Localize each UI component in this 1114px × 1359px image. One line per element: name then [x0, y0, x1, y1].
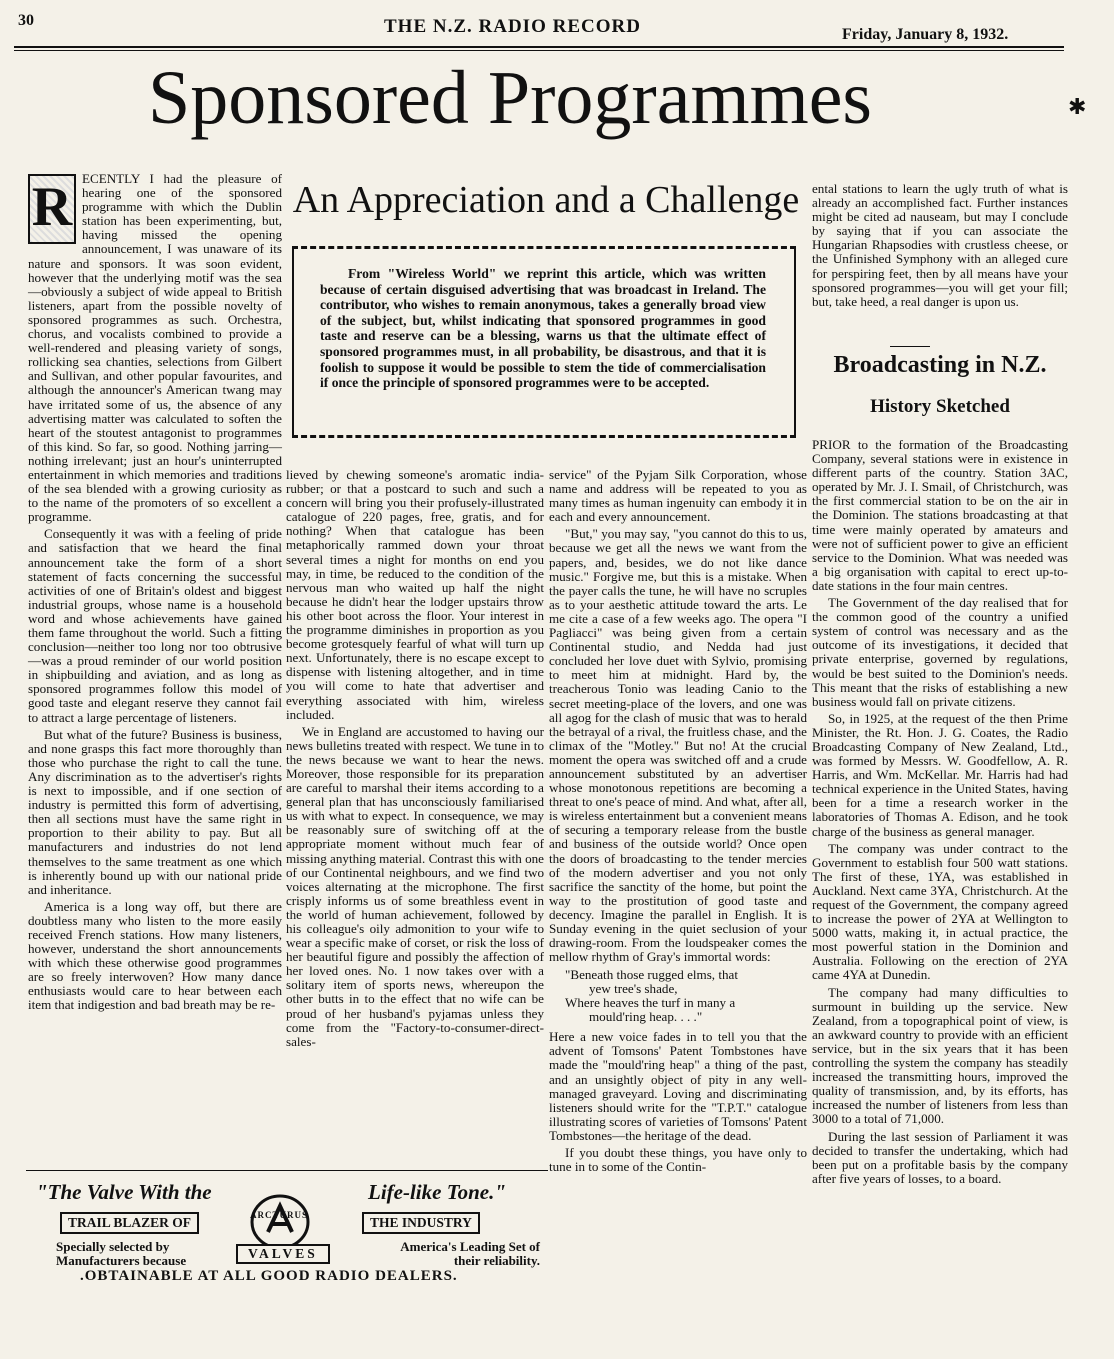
paragraph: During the last session of Parliament it was decided to transfer the undertaking, which had been put on a profitable basis by the company after five years of losses, to a board.: [812, 1128, 1068, 1186]
paragraph: ental stations to learn the ugly truth of what is already an accomplished fact. Further instances might be cited ad nauseam, but may I conclude by saying that if you can associate the Hungarian Rhapsodies with crustless cheese, or the Unfinished Symphony with an alleged cure for perspiring feet, then by all means have your sponsored programmes—you will get your fill; but, take heed, a real danger is upon us.: [812, 181, 1068, 309]
paragraph: America is a long way off, but there are doubtless many who listen to the more easily received French stations. How many listeners, however, understand the short announcements with which these otherwise good programmes are so freely interwoven? How many dance enthusiasts would care to hear between each item that indigestion and bad breath may be re-: [28, 898, 282, 1013]
ink-blot-icon: ✱: [1068, 94, 1087, 119]
paragraph: We in England are accustomed to having our news bulletins treated with respect. We tune in to the news because we want to hear the news. Moreover, those responsible for its preparation are careful to marshal their items according to a general plan that has unconsciously familiarised us with what to expect. In consequence, we may be reasonably sure of switching off at the appropriate moment without much fear of missing anything material. Contrast this with one of our Continental neighbours, and we find two voices alternating at the microphone. The first crisply informs us of some breathless event in the world of human achievement, followed by his colleague's oily admonition to your wife to wear a specific make of corset, or risk the loss of her beautiful figure and possibly the affection of her loved ones. No. 1 now takes over with a solitary item of sports news, whereupon the other butts in to the effect that no wife can be proud of her husband's pyjamas unless they come from the "Factory-to-consumer-direct-sales-: [286, 723, 544, 1049]
intro-text: From "Wireless World" we reprint this article, which was written because of certain disguised advertising that was broadcast in Ireland. The contributor, who wishes to remain anonymous, takes a generally broad view of the subject, but, whilst indicating that sponsored programmes in good taste and reserve can be a blessing, warns us that the ultimate effect of sponsored programmes must, in all probability, be disastrous, and that it is foolish to suppose it would be possible to stem the tide of commercialisation if once the principle of sponsored programmes were to be accepted.: [320, 266, 766, 391]
ad-top-rule: [26, 1170, 548, 1171]
article-column-1: [28, 172, 282, 1016]
poem-line: yew tree's shade,: [589, 981, 678, 997]
article-title: Sponsored Programmes: [147, 56, 873, 140]
ad-footer: .OBTAINABLE AT ALL GOOD RADIO DEALERS.: [80, 1268, 458, 1284]
paragraph: But what of the future? Business is business, and none grasps this fact more thoroughly than those who purchase the right to call the tune. Any discrimination as to the advertiser's rights is next to impossible, and if one section of industry is permitted this form of advertising, then all sections must have the same right in proportion to their ability to pay. But all manufacturers and industries do not lend themselves to the same treatment as one which is inherently bound up with our national pride and inheritance.: [28, 726, 282, 897]
paragraph: lieved by chewing someone's aromatic india-rubber; or that a postcard to such and such a concern will bring you their profusely-illustrated catalogue of 220 pages, free, gratis, and for nothing? When that catalogue has been metaphorically rammed down your throat several times a night for months on end you may, in time, be reduced to the condition of the nervous man who waited up half the night because he didn't hear the lodger upstairs throw his other boot across the floor. Your interest in the programme diminishes in proportion as you become grotesquely fearful of what will turn up next. Unfortunately, there is no escape except to dispense with listening altogether, and in time you will come to hate that advertiser and everything associated with him, wireless included.: [286, 467, 544, 722]
article-column-2: [286, 468, 544, 1052]
header-rule: [14, 46, 1064, 48]
poem-line: "Beneath those rugged elms, that: [565, 967, 738, 983]
ad-banner-right: THE INDUSTRY: [362, 1212, 480, 1234]
poem-quote: [565, 968, 807, 1024]
paragraph: The Government of the day realised that for the common good of the country a unified system of control was necessary and as the outcome of its investigations, it decided that private enterprise, governed by regulations, would be best suited to the Dominion's needs. This meant that the risks of establishing a new business would fall on private citizens.: [812, 595, 1068, 709]
paragraph: Consequently it was with a feeling of pride and satisfaction that we heard the final announcement take the form of a short statement of facts concerning the successful activities of one of Britain's oldest and biggest industrial groups, whose name is a household word and whose achievements have gained them fame throughout the world. Such a fitting conclusion—neither too long nor too obtrusive—was a proud reminder of our world position in shipbuilding and aviation, and as long as sponsored programmes follow this model of good taste and elegant reserve they cannot fail to attract a large percentage of listeners.: [28, 526, 282, 725]
dropcap-letter: R: [28, 174, 76, 244]
ad-right-text: America's Leading Set of their reliability.: [400, 1239, 540, 1268]
header-rule-thin: [14, 50, 1064, 51]
ad-left-text: Specially selected by Manufacturers because: [56, 1239, 187, 1268]
article-subtitle: An Appreciation and a Challenge: [292, 179, 800, 221]
logo-top-text: ARCTURUS: [250, 1210, 309, 1220]
paragraph: service" of the Pyjam Silk Corporation, whose name and address will be repeated to you as many times as human ingenuity can embody it in each and every announcement.: [549, 467, 807, 525]
paragraph: ECENTLY I had the pleasure of hearing one of the sponsored programme with which the Dublin station has been experimenting, but, having missed the opening announcement, I was unaware of its nature and sponsors. It was soon evident, however that the underlying motif was the sea—obviously a subject of wide appeal to British listeners, apart from the possible novelty of sponsored programmes as such. Orchestra, chorus, and vocalists combined to provide a well-rendered and pleasing variety of songs, rollicking sea chanties, selections from Gilbert and Sullivan, and other popular favourites, and although the announcer's American twang may have irritated some of us, the absence of any advertising matter was calculated to soften the heart of the stoutest antagonist to programmes of this kind. So far, so good. Nothing jarring—nothing irrelevant; just an hour's uninterrupted entertainment in which memories and traditions of the sea blended with a growing curiosity as to the name of the promoters of so excellent a programme.: [28, 171, 282, 525]
page-number: 30: [18, 12, 34, 29]
ad-slogan-right: Life-like Tone.": [368, 1180, 507, 1204]
poem-line: Where heaves the turf in many a: [565, 995, 736, 1011]
paragraph: The company was under contract to the Government to establish four 500 watt stations. The first of these, 1YA, was established in Auckland. Next came 3YA, Christchurch. At the request of the Government, the company agreed to increase the power of 2YA at Wellington to 5000 watts, making it, in actual practice, the most powerful station in the Dominion and Australia. Following on the erection of 2YA came 4YA at Dunedin.: [812, 840, 1068, 983]
paragraph: The company had many difficulties to surmount in building up the service. New Zealand, from a topographical point of view, is an awkward country to provide with an efficient service, but in the six years that it has been controlling the system the company has steadily increased the transmitting hours, improved the quality of transmission, and, by its efforts, has increased the number of listeners from less than 3000 to a total of 71,000.: [812, 984, 1068, 1127]
history-title: Broadcasting in N.Z.: [833, 352, 1047, 378]
history-subtitle: History Sketched: [870, 396, 1010, 417]
paragraph: So, in 1925, at the request of the then Prime Minister, the Rt. Hon. J. G. Coates, the Radio Broadcasting Company of New Zealand, Ltd., was formed by Messrs. W. Goodfellow, A. R. Harris, and Wm. McKellar. Mr. Harris had had technical experience in the United States, having been for a time a research worker in the laboratories of Thomas A. Edison, and he took charge of the business as general manager.: [812, 710, 1068, 839]
poem-line: mould'ring heap. . . .": [589, 1009, 703, 1025]
paragraph: "But," you may say, "you cannot do this to us, because we get all the news we want from the papers, and, besides, we do not like dance music." Forgive me, but this is a mistake. When the payer calls the tune, he will have no scruples as to your aesthetic attitude toward the arts. Le me cite a case of a few weeks ago. The opera "I Pagliacci" was being given from a certain Continental studio, and Nedda had just concluded her love duet with Sylvio, promising to meet him at midnight. Hard by, the treacherous Tonio was leading Canio to the secret meeting-place of the lovers, and one was all agog for the clash of music that was to herald the betrayal of a rival, the fruitless chase, and the climax of the "Motley." But no! At the crucial moment the opera was switched off and a crude announcement substituted by an advertiser whose monotonous repetitions are becoming a threat to one's peace of mind. And what, after all, is wireless entertainment but a convenient means of securing a temporary release from the bustle and business of the outside world? Once open the doors of broadcasting to the tender mercies of the modern advertiser and you not only sacrifice the sanctity of the home, but point the way to the prostitution of good taste and decency. Imagine the parallel in English. It is Sunday evening in the quiet seclusion of your drawing-room. From the loudspeaker comes the mellow rhythm of Gray's immortal words:: [549, 526, 807, 965]
ad-slogan-left: "The Valve With the: [36, 1180, 212, 1204]
article-column-4: [812, 182, 1068, 312]
section-divider: [890, 346, 930, 347]
history-column: [812, 438, 1068, 1189]
logo-bottom-text: VALVES: [236, 1244, 330, 1264]
paragraph: Here a new voice fades in to tell you that the advent of Tomsons' Patent Tombstones have made the "mould'ring heap" a thing of the past, and an unsightly object of pity in any well-managed graveyard. Loving and discriminating listeners should write for the "T.P.T." catalogue illustrating scores of varieties of Tomsons' Patent Tombstones—the heritage of the dead.: [549, 1029, 807, 1143]
masthead: THE N.Z. RADIO RECORD: [384, 16, 641, 37]
paragraph: PRIOR to the formation of the Broadcasting Company, several stations were in existence in different parts of the country. Station 3AC, operated by Mr. J. I. Smail, of Christchurch, was the first commercial station to be on the air in the Dominion. The stations broadcasting at that time were mainly operated by amateurs and were not of sufficient power to give an efficient service to the Dominion. What was needed was a big organisation with capital to erect up-to-date stations in the four main centres.: [812, 437, 1068, 593]
article-column-3: [549, 468, 807, 1177]
paragraph: If you doubt these things, you have only to tune in to some of the Contin-: [549, 1145, 807, 1175]
ad-banner-left: TRAIL BLAZER OF: [60, 1212, 199, 1234]
issue-date: Friday, January 8, 1932.: [842, 26, 1009, 43]
